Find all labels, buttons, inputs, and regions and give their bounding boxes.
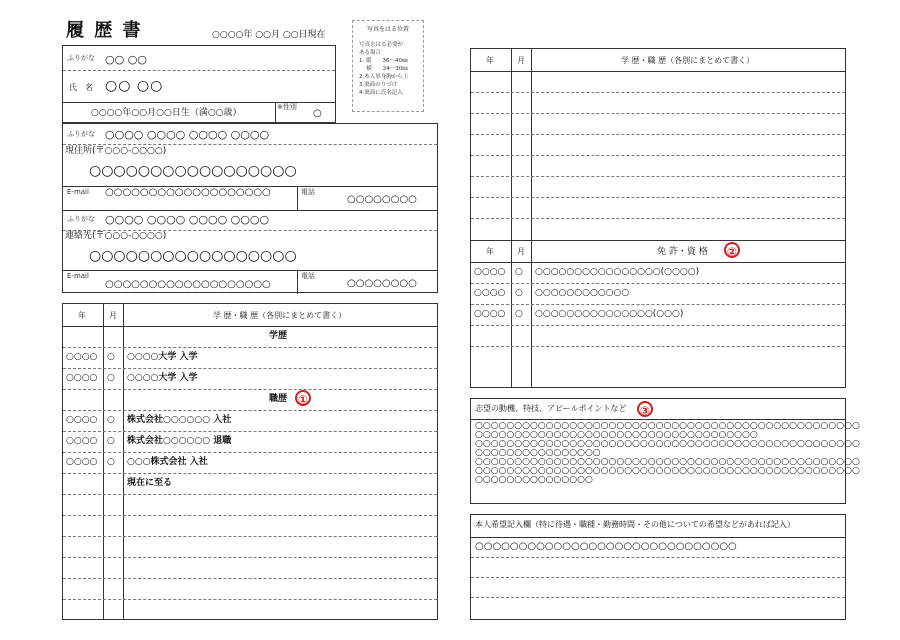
history-right-table xyxy=(470,48,846,388)
requests-label: 本人希望記入欄（特に待遇・職種・勤務時間・その他についての希望などがあれば記入） xyxy=(475,520,795,529)
history-text[interactable]: ○○○○大学 入学 xyxy=(127,352,198,362)
history-col-month: 月 xyxy=(109,311,117,320)
history-year[interactable]: ○○○○ xyxy=(66,373,98,383)
requests-box xyxy=(470,514,846,620)
history-text[interactable]: 株式会社○○○○○○ 入社 xyxy=(127,415,232,425)
photo-note-line: 4.裏面に氏名記入 xyxy=(359,90,403,96)
license-col-title: 免 許・資 格 xyxy=(657,247,708,257)
history-row xyxy=(63,410,437,431)
history-text[interactable]: 株式会社○○○○○○ 退職 xyxy=(127,436,232,446)
phone2-value[interactable]: ○○○○○○○○ xyxy=(347,278,417,289)
photo-note-line: 写真をはる必要が xyxy=(359,42,404,48)
motivation-label: 志望の動機、特技、アピールポイントなど xyxy=(475,404,627,413)
motivation-line[interactable]: ○○○○○○○○○○○○○○○○ xyxy=(475,448,601,458)
name-value[interactable]: ○○ ○○ xyxy=(105,78,164,94)
name-label: 氏 名 xyxy=(69,83,93,92)
phone2-label: 電話 xyxy=(301,272,315,280)
photo-note-line: 3.裏面のりづけ xyxy=(359,82,398,88)
sex-label: ※性別 xyxy=(277,103,297,111)
history-right-col-title: 学 歴・職 歴（各別にまとめて書く） xyxy=(621,56,755,65)
address-furigana-label: ふりがな xyxy=(67,130,95,138)
history-month[interactable]: ○ xyxy=(107,352,115,362)
sex-value[interactable]: ○ xyxy=(313,108,322,119)
motivation-line[interactable]: ○○○○○○○○○○○○○○○○○○○○○○○○○○○○○○○○○○○○○○○○○○○○○○○○○ xyxy=(475,466,860,476)
history-row xyxy=(63,599,437,620)
requests-value[interactable]: ○○○○○○○○○○○○○○○○○○○○○○○○○○○○○○ xyxy=(475,541,737,552)
history-row xyxy=(63,578,437,599)
history-year[interactable]: ○○○○ xyxy=(66,415,98,425)
license-text[interactable]: ○○○○○○○○○○○○○○○(○○○) xyxy=(535,309,684,319)
birth-date[interactable]: ○○○○年○○月○○日生（満○○歳） xyxy=(91,108,242,118)
license-row xyxy=(471,325,845,346)
photo-note-line: 横 24～30㎜ xyxy=(359,66,408,72)
history-month[interactable]: ○ xyxy=(107,457,115,467)
license-month[interactable]: ○ xyxy=(515,288,523,298)
phone-label: 電話 xyxy=(301,188,315,196)
photo-note-line: ある場合 xyxy=(359,50,382,56)
license-row xyxy=(471,346,845,367)
contact-value[interactable]: ○○○○○○○○○○○○○○○○○ xyxy=(89,248,297,264)
license-row xyxy=(471,283,845,304)
history-row xyxy=(63,389,437,410)
history-text[interactable]: 現在に至る xyxy=(127,478,173,488)
email2-label: E-mail xyxy=(67,272,89,280)
furigana-value[interactable]: ○○ ○○ xyxy=(105,53,147,66)
address-furigana-value[interactable]: ○○○○ ○○○○ ○○○○ ○○○○ xyxy=(105,128,270,141)
phone-value[interactable]: ○○○○○○○○ xyxy=(347,194,417,205)
photo-area xyxy=(352,20,424,112)
history-row xyxy=(63,431,437,452)
license-month[interactable]: ○ xyxy=(515,309,523,319)
license-year[interactable]: ○○○○ xyxy=(474,267,506,277)
email-value[interactable]: ○○○○○○○○○○○○○○○○○○○ xyxy=(105,187,271,198)
history-row xyxy=(63,515,437,536)
email-label: E-mail xyxy=(67,188,89,196)
contact-furigana-value[interactable]: ○○○○ ○○○○ ○○○○ ○○○○ xyxy=(105,213,270,226)
license-year[interactable]: ○○○○ xyxy=(474,288,506,298)
history-text[interactable]: ○○○株式会社 入社 xyxy=(127,457,208,467)
license-year[interactable]: ○○○○ xyxy=(474,309,506,319)
as-of-date: ○○○○年 ○○月 ○○日現在 xyxy=(212,30,326,40)
email2-value[interactable]: ○○○○○○○○○○○○○○○○○○○ xyxy=(105,279,271,290)
license-text[interactable]: ○○○○○○○○○○○○○○○○(○○○○) xyxy=(535,267,700,277)
history-row xyxy=(63,536,437,557)
motivation-line[interactable]: ○○○○○○○○○○○○○○○○○○○○○○○○○○○○○○○○○○○○○○○○○○○○○○○○○ xyxy=(475,421,860,431)
history-row xyxy=(63,368,437,389)
history-right-col-year: 年 xyxy=(486,56,494,65)
history-row xyxy=(63,557,437,578)
history-month[interactable]: ○ xyxy=(107,436,115,446)
name-block xyxy=(62,45,336,123)
history-month[interactable]: ○ xyxy=(107,373,115,383)
address-block xyxy=(62,123,438,293)
furigana-label: ふりがな xyxy=(67,54,95,62)
license-col-month: 月 xyxy=(517,247,525,256)
address-value[interactable]: ○○○○○○○○○○○○○○○○○ xyxy=(89,163,297,179)
history-text[interactable]: 職歴 xyxy=(269,394,288,404)
history-text[interactable]: 学歴 xyxy=(269,331,288,341)
history-col-title: 学 歴・職 歴（各別にまとめて書く） xyxy=(213,311,347,320)
history-table xyxy=(62,303,438,620)
license-badge: ② xyxy=(724,242,740,258)
license-col-year: 年 xyxy=(486,247,494,256)
motivation-box xyxy=(470,398,860,504)
motivation-line[interactable]: ○○○○○○○○○○○○○○○○○○○○○○○○○○○○○○○○○○○○ xyxy=(475,430,758,440)
photo-title: 写真をはる位置 xyxy=(367,26,410,33)
motivation-line[interactable]: ○○○○○○○○○○○○○○○○○○○○○○○○○○○○○○○○○○○○○○○○○○○○○○○○○ xyxy=(475,439,860,449)
history-year[interactable]: ○○○○ xyxy=(66,436,98,446)
license-row xyxy=(471,262,845,283)
history-right-col-month: 月 xyxy=(517,56,525,65)
license-month[interactable]: ○ xyxy=(515,267,523,277)
history-month[interactable]: ○ xyxy=(107,415,115,425)
contact-label: 連絡先(〒○○○-○○○○) xyxy=(65,231,167,241)
history-col-year: 年 xyxy=(78,311,86,320)
history-year[interactable]: ○○○○ xyxy=(66,352,98,362)
history-row xyxy=(63,326,437,347)
history-year[interactable]: ○○○○ xyxy=(66,457,98,467)
address-label: 現住所(〒○○○-○○○○) xyxy=(65,146,167,156)
photo-note-line: 2.本人単身胸から上 xyxy=(359,74,409,80)
history-row xyxy=(63,494,437,515)
motivation-line[interactable]: ○○○○○○○○○○○○○○○○○○○○○○○○○○○○○○○○○○○○○○○○○○○○○○○○○ xyxy=(475,457,860,467)
photo-note-line: 1. 縦 36～40㎜ xyxy=(359,58,408,64)
motivation-badge: ③ xyxy=(637,401,653,417)
contact-furigana-label: ふりがな xyxy=(67,215,95,223)
document-title: 履 歴 書 xyxy=(66,20,143,41)
motivation-line[interactable]: ○○○○○○○○○○○○○○○ xyxy=(475,475,593,485)
license-text[interactable]: ○○○○○○○○○○○○ xyxy=(535,288,630,298)
career-badge: ① xyxy=(295,390,311,406)
history-row xyxy=(63,473,437,494)
history-row xyxy=(63,452,437,473)
history-text[interactable]: ○○○○大学 入学 xyxy=(127,373,198,383)
license-row xyxy=(471,304,845,325)
history-row xyxy=(63,347,437,368)
